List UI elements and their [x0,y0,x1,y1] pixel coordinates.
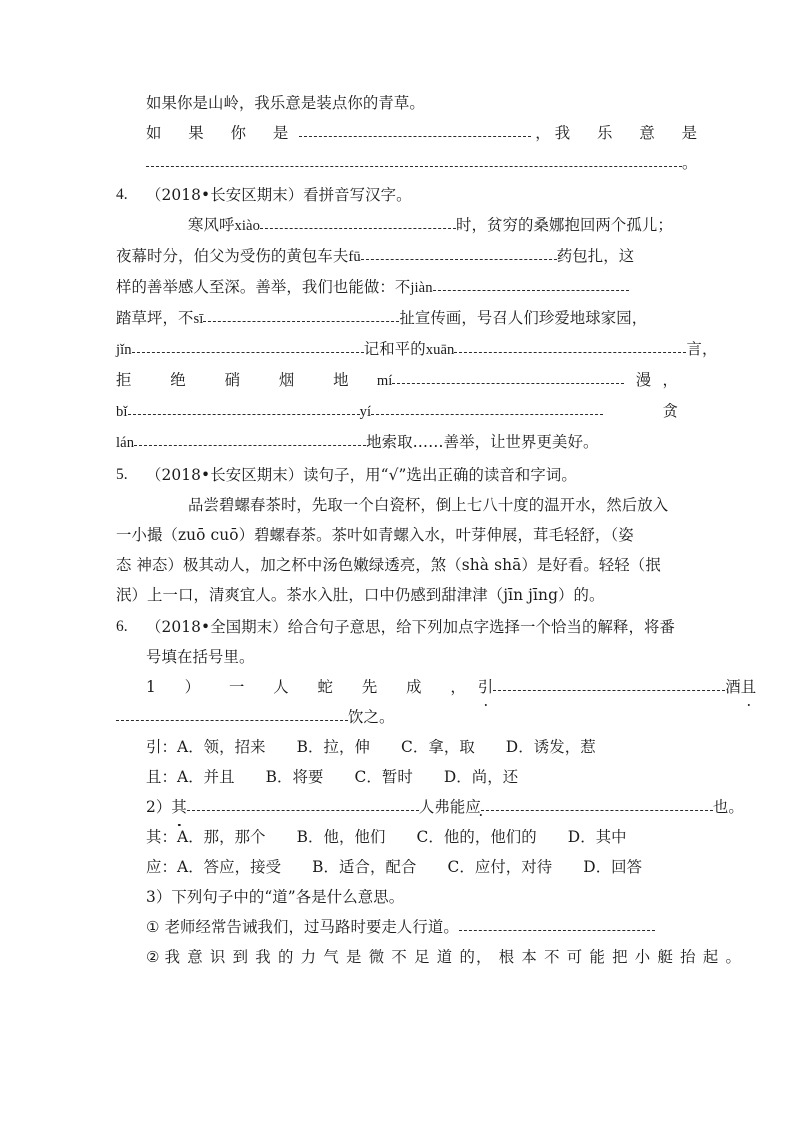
q4-line-2 [116,241,678,272]
q4-l3-a: 样的善举感人至深。善举，我们也能做：不 [116,278,411,296]
q6-sub2-line-1 [146,792,744,822]
q3-example-line: 如果你是山岭，我乐意是装点你的青草。 [146,94,425,112]
q3-answer-line-1 [116,118,708,148]
q6-body [146,612,757,972]
q4-l7-pinyin-1: bǐ [116,404,128,420]
q6-number: 6. [116,618,128,635]
q6-option-yin: 引：A．领，招来 B．拉，伸 C．拿，取 D．诱发，惹 [146,738,596,756]
q4-line-8 [116,427,678,458]
q4-blank-8[interactable] [128,401,360,416]
q4-l2-b: 药包扎，这 [556,247,635,265]
q4-blank-2[interactable] [361,246,557,261]
q4-line-5 [116,334,718,365]
question-4 [116,180,718,458]
q4-l4-b: 扯宣传画，号召人们珍爱地球家园， [399,309,648,327]
q4-line-4 [116,303,678,334]
q6-prompt-line-1: （2018•全国期末）给合句子意思，给下列加点字选择一个恰当的解释，将番 [146,618,675,636]
q4-l5-mid: 记和平的 [363,340,426,358]
q4-l1-a: 寒风呼 [188,216,235,234]
q4-blank-9[interactable] [371,401,603,416]
q6-sub1-tail: 饮之。 [348,708,395,726]
q6-blank-2[interactable] [116,707,348,722]
q6-sub3-item2-number: ② [146,948,160,966]
q5-number: 5. [116,466,128,483]
page-content [116,88,757,972]
q4-l2-a: 夜幕时分，伯父为受伤的黄包车夫 [116,247,349,265]
q4-l4-pinyin: sī [193,311,204,327]
q6-sub2-lead: 2） [146,798,172,816]
q6-blank-3[interactable] [187,797,419,812]
q4-l5-tail: 言， [686,340,718,358]
q6-dotted-char-qie: 且 [741,672,757,702]
q6-sub2-mid: 人弗能应 [418,798,481,816]
q4-l6-pinyin: mí [376,373,393,389]
q5-paragraph-line-1: 品尝碧螺春茶时，先取一个白瓷杯，倒上七八十度的温开水，然后放入 [188,496,669,514]
q3-answer-period: 。 [682,154,698,172]
q4-line-7 [116,396,678,427]
q6-sub3-item1-number: ① [146,918,160,936]
q5-paragraph-line-4: 泯）上一口，清爽宜人。茶水入肚，口中仍感到甜津津（jīn jīng）的。 [116,586,605,604]
q4-l8-tail: 地索取……善举，让世界更美好。 [366,433,599,451]
q3-answer-prefix: 如 果 你 是 [146,124,300,142]
q4-l5-pinyin-1: jǐn [116,342,132,358]
q4-blank-10[interactable] [134,432,366,447]
q3-answer-line-2 [116,148,698,178]
q4-blank-5[interactable] [132,339,364,354]
q4-blank-6[interactable] [454,339,686,354]
q6-sub3-item1-text: 老师经常告诫我们，过马路时要走人行道。 [164,918,459,936]
q4-l6-comma: ， [662,371,678,389]
q4-blank-4[interactable] [203,308,399,323]
q5-body [116,460,678,610]
q4-l7-tail: 贪 [662,402,678,420]
q6-sub3-item-2 [146,942,743,972]
q4-l4-a: 踏草坪，不 [116,309,194,327]
q5-paragraph-line-3: 态 神态）极其动人，加之杯中汤色嫩绿透亮，煞（shà shā）是好看。轻轻（抿 [116,556,661,574]
q6-sub3-lead: 3）下列句子中的“道”各是什么意思。 [146,888,405,906]
q6-blank-1[interactable] [493,677,725,692]
q4-body [116,180,718,458]
q3-answer-comma: ， [535,124,551,142]
q5-prompt: （2018•长安区期末）读句子，用“√”选出正确的读音和字词。 [146,466,577,484]
q6-option-qie: 且：A．并且 B．将要 C．暂时 D．尚，还 [146,768,519,786]
q4-l8-pinyin: lán [116,435,135,451]
q6-sub1-word-wine: 酒 [725,678,741,696]
q6-sub2-tail: 也。 [712,798,744,816]
q6-sub3-item-1 [146,912,678,942]
q6-blank-5[interactable] [459,917,655,932]
q6-sub1-line-1 [146,672,757,702]
q4-blank-7[interactable] [392,370,624,385]
q4-line-6 [116,365,678,396]
q5-paragraph-line-2: 一小撮（zuō cuō）碧螺春茶。茶叶如青螺入水，叶芽伸展，茸毛轻舒，（姿 [116,526,634,544]
q4-l6-chars: 拒 绝 硝 烟 地 [116,371,366,389]
q3-blank-2[interactable] [146,153,682,168]
q6-sub1-line-2 [116,702,678,732]
q4-prompt: （2018•长安区期末）看拼音写汉字。 [146,186,412,204]
q4-line-3 [116,272,678,303]
q4-l7-pinyin-2: yí [359,404,372,420]
q6-sub3-item2-text: 我 意 识 到 我 的 力 气 是 微 不 足 道 的， 根 本 不 可 能 把 小 艇 抬 起 。 [164,948,743,966]
q4-l5-pinyin-2: xuān [425,342,455,358]
q3-blank-1[interactable] [299,123,531,138]
q4-line-1 [146,210,678,241]
q4-l2-pinyin: fū [348,249,361,265]
q4-l1-b: 时，贫穷的桑娜抱回两个孤儿； [456,216,673,234]
q6-option-ying: 应：A．答应，接受 B．适合，配合 C．应付，对待 D．回答 [146,858,643,876]
q6-option-qi: 其：A．那，那个 B．他，他们 C．他的，他们的 D．其中 [146,828,627,846]
q3-answer-suffix: 我 乐 意 是 [554,124,708,142]
q4-l1-pinyin: xiào [234,218,261,234]
q6-sub1-lead: 1 ） 一 人 蛇 先 成 ， [146,678,478,696]
q6-prompt-line-2: 号填在括号里。 [146,648,255,666]
q4-l3-pinyin: jiàn [410,280,433,296]
q6-blank-4[interactable] [481,797,713,812]
question-6 [116,612,757,972]
question-5 [116,460,678,610]
q4-l6-tail: 漫 [635,371,652,389]
q4-blank-3[interactable] [433,277,629,292]
q6-dotted-char-yin: 引 [478,672,494,702]
q6-dotted-char-qi: 其 [171,792,187,822]
q4-blank-1[interactable] [260,215,456,230]
q4-number: 4. [116,186,128,203]
